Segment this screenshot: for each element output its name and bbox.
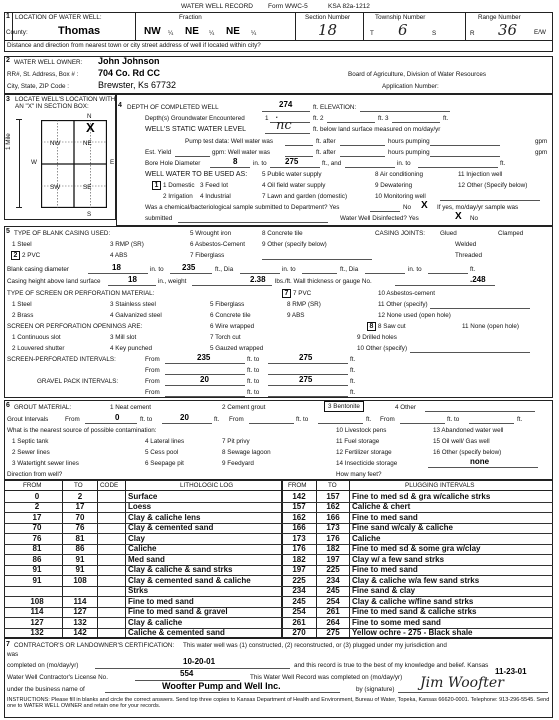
log-to-cell: 157 — [326, 491, 340, 501]
bore-depth-value: 275 — [285, 157, 299, 166]
log-lithology-cell: Clay & caliche — [128, 617, 183, 627]
log-lithology-cell: Surface — [128, 491, 158, 501]
blank-diameter-value: 18 — [112, 263, 121, 272]
log-to-cell: 114 — [73, 596, 87, 606]
log-to-cell: 234 — [326, 575, 340, 585]
owner-label: WATER WELL OWNER: — [14, 59, 83, 66]
quadrant-se: SE — [83, 184, 92, 191]
log-plugging-cell: Clay w/ a few sand strks — [352, 554, 445, 564]
disinfected-mark: X — [455, 211, 462, 222]
bore-diameter-value: 8 — [233, 157, 238, 166]
screen-to-value: 275 — [299, 353, 313, 362]
depth-label: DEPTH OF COMPLETED WELL — [127, 104, 219, 111]
casing-height-value: 18 — [128, 275, 137, 284]
static-level-label: WELL'S STATIC WATER LEVEL — [145, 126, 247, 133]
log-lithology-cell: Caliche & cemented sand — [128, 628, 225, 637]
log-to-cell: 275 — [326, 628, 340, 637]
log-from-cell: 86 — [32, 554, 42, 564]
board-label: Board of Agriculture, Division of Water Resources — [348, 71, 487, 78]
log-lithology-cell: Clay & caliche & sand strks — [128, 565, 233, 574]
screen-pvc-box[interactable]: 7 — [282, 289, 291, 298]
address-label: RR#, St. Address, Box # : — [7, 71, 79, 78]
city-label: City, State, ZIP Code : — [7, 83, 70, 90]
log-from-cell: 114 — [30, 607, 44, 616]
log-plugging-cell: Fine sand & clay — [352, 586, 416, 595]
log-plugging-cell: Fine sand w/caly & caliche — [352, 523, 453, 532]
instructions-text: INSTRUCTIONS: Please fill in blanks and circle the correct answers. Send top three copies to Kansas Department of Health and Environment, Bureau of Water, Topeka, Kansas 66620-0001. Telephone: 913-296-5545. Send one to WATER WELL OWNER and retain one for your records. — [7, 697, 550, 710]
fraction-1: NW — [144, 26, 161, 37]
log-plugging-cell: Fine to some med sand — [352, 617, 441, 627]
log-to-cell: 81 — [75, 533, 85, 543]
log-to-cell: 108 — [73, 575, 87, 585]
use-domestic-box[interactable]: 1 — [152, 181, 161, 190]
log-to-cell: 245 — [326, 586, 340, 595]
log-from-cell: 166 — [292, 523, 306, 532]
log-from-cell: 261 — [292, 617, 306, 627]
log-to-cell: 166 — [326, 512, 340, 522]
groundwater-label: Depth(s) Groundwater Encountered — [145, 115, 245, 122]
screen-intervals-label: SCREEN-PERFORATED INTERVALS: — [7, 356, 116, 363]
city-value: Brewster, Ks 67732 — [98, 80, 177, 90]
log-from-cell: 162 — [292, 512, 306, 522]
log-lithology-cell: Fine to med sand — [128, 596, 194, 606]
application-number-label: Application Number: — [382, 83, 439, 90]
log-to-cell: 197 — [326, 554, 340, 564]
log-to-cell: 91 — [75, 554, 85, 564]
log-from-cell: 225 — [292, 575, 306, 585]
log-from-cell: 91 — [32, 565, 42, 574]
log-from-cell: 142 — [292, 491, 306, 501]
log-to-cell: 2 — [77, 491, 83, 501]
static-level-value: nc — [276, 118, 292, 133]
range-value: 36 — [498, 21, 518, 39]
log-to-cell: 70 — [75, 512, 85, 522]
log-from-cell: 234 — [292, 586, 306, 595]
log-lithology-cell: Med sand — [128, 554, 165, 564]
log-lithology-cell: Fine to med sand & gravel — [128, 607, 228, 616]
screen-material-label: TYPE OF SCREEN OR PERFORATION MATERIAL: — [7, 290, 155, 297]
log-to-cell: 162 — [326, 502, 340, 511]
gravel-from-value: 20 — [200, 375, 209, 384]
section-locator-grid — [41, 120, 107, 208]
log-from-cell: 182 — [292, 554, 306, 564]
log-to-cell: 225 — [326, 565, 340, 574]
casing-type-label: TYPE OF BLANK CASING USED: — [14, 230, 111, 237]
log-plugging-cell: Clay & caliche w/fine sand strks — [352, 596, 474, 606]
log-to-cell: 173 — [326, 523, 340, 532]
log-lithology-cell: Loess — [128, 502, 152, 511]
fraction-2: NE — [185, 26, 199, 37]
grout-from-value: 0 — [115, 413, 120, 422]
log-from-cell: 157 — [292, 502, 306, 511]
gravel-to-value: 275 — [299, 375, 313, 384]
log-plugging-cell: Fine to med sd & gra w/caliche strks — [352, 491, 491, 501]
contamination-label: What is the nearest source of possible contamination: — [7, 427, 157, 434]
grout-to-value: 20 — [180, 413, 189, 422]
log-to-cell: 182 — [326, 544, 340, 553]
county-label: County: — [6, 29, 28, 36]
address-value: 704 Co. Rd CC — [98, 68, 161, 78]
section-number-label: Section Number — [305, 14, 351, 21]
log-lithology-cell: Strks — [128, 586, 149, 595]
record-date-value: 11-23-01 — [495, 667, 527, 676]
log-lithology-cell: Clay & cemented sand & caliche — [128, 575, 251, 585]
grout-bentonite-box[interactable]: 3 Bentonite — [324, 401, 364, 412]
business-name-value: Woofter Pump and Well Inc. — [162, 681, 281, 691]
use-label: WELL WATER TO BE USED AS: — [145, 171, 248, 178]
log-plugging-cell: Fine to med sand & caliche strks — [352, 607, 477, 616]
log-from-cell: 245 — [292, 596, 306, 606]
section-1-number: 1 — [6, 13, 10, 20]
log-plugging-cell: Yellow ochre - 275 - Black shale — [352, 628, 473, 637]
log-from-cell: 70 — [32, 523, 42, 532]
log-plugging-cell: Clay & caliche w/a few sand strks — [352, 575, 480, 585]
log-from-cell: 2 — [34, 502, 40, 511]
completed-date-value: 10-20-01 — [183, 657, 216, 666]
log-plugging-cell: Fine to med sd & some gra w/clay — [352, 544, 481, 553]
log-to-cell: 86 — [75, 544, 85, 553]
grout-material-label: GROUT MATERIAL: — [14, 404, 72, 411]
fraction-3: NE — [226, 26, 240, 37]
township-label: Township Number — [375, 14, 426, 21]
certification-label: CONTRACTOR'S OR LANDOWNER'S CERTIFICATION: — [14, 642, 175, 649]
log-plugging-cell: Fine to med sand — [352, 565, 418, 574]
casing-weight-value: 2.38 — [250, 275, 266, 284]
log-from-cell: 17 — [32, 512, 42, 522]
log-plugging-cell: Caliche — [352, 533, 381, 543]
log-lithology-cell: Caliche — [128, 544, 157, 553]
log-lithology-cell: Clay — [128, 533, 145, 543]
log-from-cell: 76 — [32, 533, 42, 543]
fraction-label: Fraction — [179, 14, 202, 21]
log-from-cell: 81 — [32, 544, 42, 553]
log-lithology-cell: Clay & cemented sand — [128, 523, 214, 532]
signature: Jim Woofter — [420, 675, 504, 691]
openings-label: SCREEN OR PERFORATION OPENINGS ARE: — [7, 323, 143, 330]
log-to-cell: 17 — [75, 502, 85, 511]
depth-value: 274 — [279, 100, 293, 109]
log-to-cell: 264 — [326, 617, 340, 627]
log-to-cell: 142 — [73, 628, 87, 637]
opening-saw-cut-box[interactable]: 8 — [367, 322, 376, 331]
log-from-cell: 254 — [292, 607, 306, 616]
log-to-cell: 132 — [73, 617, 87, 627]
screen-from-value: 235 — [197, 353, 211, 362]
quadrant-ne: NE — [83, 140, 92, 147]
water-well-record-form: WATER WELL RECORD Form WWC-5 KSA 82a-1212 1 LOCATION OF WATER WELL: County: Thomas Fraction NW ¼ NE ¼ NE ¼ Section Number 18 Township Number T 6 S Range Number R 36 E/W Distance and direction from nearest town or city street address of well if located within city? 2 WATER WELL OWNER: John Johnson RR#, St. Address, Box # : 704 Co. Rd CC City, State, ZIP Code : Brewster, Ks 67732 Board of Agriculture, Division of Water Resources Application Number: 3 LOCATE WELL'S LOCATION WITH AN "X" IN SECTION BOX: N S W E 1 Mile NW NE SW SE X 4 DEPTH OF COMPLETED WELL 274 ft. ELEVATION: Depth(s) Groundwater Encountered 1 . ft. 2 ft. 3 ft. WELL'S STATIC WATER LEVEL nc ft. below land surface measured on mo/day/yr Pump test data: Well water was ft. after hours pumping gpm Est. Yield gpm: Well water was ft. after hours pumping gpm Bore Hole Diameter 8 in. to 275 ft., and in. to ft. WELL WATER TO BE USED AS: 5 Public water supply 8 Air conditioning 11 Injection well 1 1 Domestic 3 Feed lot 4 Oil field water supply 9 Dewatering 12 Other (Specify below) 2 Irrigation 4 Industrial 7 Lawn and garden (domestic) 10 Monitoring well Was a chemical/bacteriological sample submitted to Department? Yes No X If yes, mo/day/yr sample was submitted Water Well Disinfected? Yes X No 5 TYPE OF BLANK CASING USED: 5 Wrought iron 8 Concrete tile CASING JOINTS: Glued Clamped 1 Steel 3 RMP (SR) 6 Asbestos-Cement 9 Other (specify below) Welded 2 2 PVC 4 ABS 7 Fiberglass Threaded Blank casing diameter 18 in. to 235 ft., Dia in. to ft., Dia in. to ft. Casing height above land surface 18 in., weight 2.38 lbs./ft. Wall thickness or gauge No. .248 TYPE OF SCREEN OR PERFORATION MATERIAL: 7 7 PVC 10 Asbestos-cement 1 Steel 3 Stainless steel 5 Fiberglass 8 RMP (SR) 11 Other (specify) 2 Brass 4 Galvanized steel 6 Concrete tile 9 ABS 12 None used (open hole) SCREEN OR PERFORATION OPENINGS ARE: 6 Wire wrapped 8 8 Saw cut 11 None (open hole) 1 Continuous slot 3 Mill slot 7 Torch cut 9 Drilled holes 2 Louvered shutter 4 Key punched 5 Gauzed wrapped 10 Other (specify) SCREEN-PERFORATED INTERVALS: From 235 ft. to 275 ft. From ft. to ft. GRAVEL PACK INTERVALS: From 20 ft. to 275 ft. From ft. to ft. 6 GROUT MATERIAL: 1 Neat cement 2 Cement grout 3 Bentonite 4 Other Grout Intervals From 0 ft. to 20 ft. From ft. to ft. From ft. to ft. What is the nearest source of possible contamination: 10 Livestock pens 13 Abandoned water well 1 Septic tank 4 Lateral lines 7 Pit privy 11 Fuel storage 15 Oil well/ Gas well 2 Sewer lines 5 Cess pool 8 Sewage lagoon 12 Fertilizer storage 16 Other (specify below) 3 Watertight sewer lines 6 Seepage pit 9 Feedyard 14 Insecticide storage none Direction from well? How many feet? FROM TO CODE LITHOLOGIC LOG FROM TO PLUGGING INTERVALS 0 2 Surface 142 157 Fine to med sd & gra w/caliche strks 2 17 Loess 157 162 Caliche & chert 17 70 Clay & caliche lens 162 166 Fine to med sand 70 76 Clay & cemented sand 166 173 Fine sand w/caly & caliche 76 81 Clay 173 176 Caliche 81 86 Caliche 176 182 Fine to med sd & some gra w/clay 86 91 Med sand 182 197 Clay w/ a few sand strks 91 91 Clay & caliche & sand strks 197 225 Fine to med sand 91 108 Clay & cemented sand & caliche 225 234 Clay & caliche w/a few sand strks Strks 234 245 Fine sand & clay 108 114 Fine to med sand 245 254 Clay & caliche w/fine sand strks 114 127 Fine to med sand & gravel 254 261 Fine to med sand & caliche strks 127 132 Clay & caliche 261 264 Fine to some med sand 132 142 Caliche & cemented sand 270 275 Yellow ochre - 275 - Black shale 7 CONTRACTOR'S OR LANDOWNER'S CERTIFICATION: This water well was (1) constructed, (2) reconstructed, or (3) plugged under my jurisdiction and was completed on (mo/day/yr) 10-20-01 and this record is true to the best of my knowledge and belief. Kansas Water Well Contractor's License No. 554 This Water Well Record was completed on (mo/day/yr) 11-23-01 under the business name of Woofter Pump and Well Inc. by (signature) Jim Woofter INSTRUCTIONS: Please fill in blanks and circle the correct answers. Send top three copies to Kansas Department of Health and Environment, Bureau of Water, Topeka, Kansas 66620-0001. Telephone: 913-296-5545. Send one to WATER WELL OWNER and retain one for your records. — [0, 0, 559, 720]
contamination-other-value: none — [470, 457, 490, 466]
log-plugging-cell: Fine to med sand — [352, 512, 418, 522]
log-from-cell: 176 — [292, 544, 306, 553]
section-number-value: 18 — [318, 21, 338, 39]
log-from-cell: 91 — [32, 575, 42, 585]
log-to-cell: 176 — [326, 533, 340, 543]
log-to-cell: 91 — [75, 565, 85, 574]
log-to-cell: 254 — [326, 596, 340, 606]
owner-value: John Johnson — [98, 56, 160, 66]
county-value: Thomas — [58, 25, 101, 37]
log-from-cell: 127 — [30, 617, 44, 627]
quadrant-sw: SW — [50, 184, 61, 191]
quadrant-nw: NW — [50, 140, 61, 147]
log-plugging-cell: Caliche & chert — [352, 502, 411, 511]
chem-sample-no-mark: X — [421, 200, 428, 211]
form-title: WATER WELL RECORD — [181, 3, 253, 10]
log-to-cell: 261 — [326, 607, 340, 616]
log-from-cell: 132 — [30, 628, 44, 637]
log-from-cell: 197 — [292, 565, 306, 574]
ksa-reference: KSA 82a-1212 — [328, 3, 370, 10]
well-location-mark: X — [86, 120, 95, 135]
gauge-value: .248 — [470, 275, 486, 284]
east-west-label: E/W — [534, 29, 546, 36]
log-from-cell: 108 — [30, 596, 44, 606]
mile-scale-label: 1 Mile — [5, 133, 12, 150]
log-to-cell: 127 — [73, 607, 87, 616]
log-to-cell: 76 — [75, 523, 85, 532]
casing-pvc-box[interactable]: 2 — [11, 251, 20, 260]
log-from-cell: 270 — [292, 628, 306, 637]
range-label: Range Number — [478, 14, 521, 21]
distance-label: Distance and direction from nearest town or city street address of well if located within city? — [7, 42, 261, 49]
gravel-pack-label: GRAVEL PACK INTERVALS: — [37, 378, 119, 385]
log-lithology-cell: Clay & caliche lens — [128, 512, 201, 522]
log-from-cell: 0 — [34, 491, 40, 501]
form-code: Form WWC-5 — [268, 3, 308, 10]
location-label: LOCATION OF WATER WELL: — [15, 14, 102, 21]
blank-to-value: 235 — [182, 263, 196, 272]
license-number-value: 554 — [180, 669, 194, 678]
township-value: 6 — [398, 21, 408, 39]
log-from-cell: 173 — [292, 533, 306, 543]
